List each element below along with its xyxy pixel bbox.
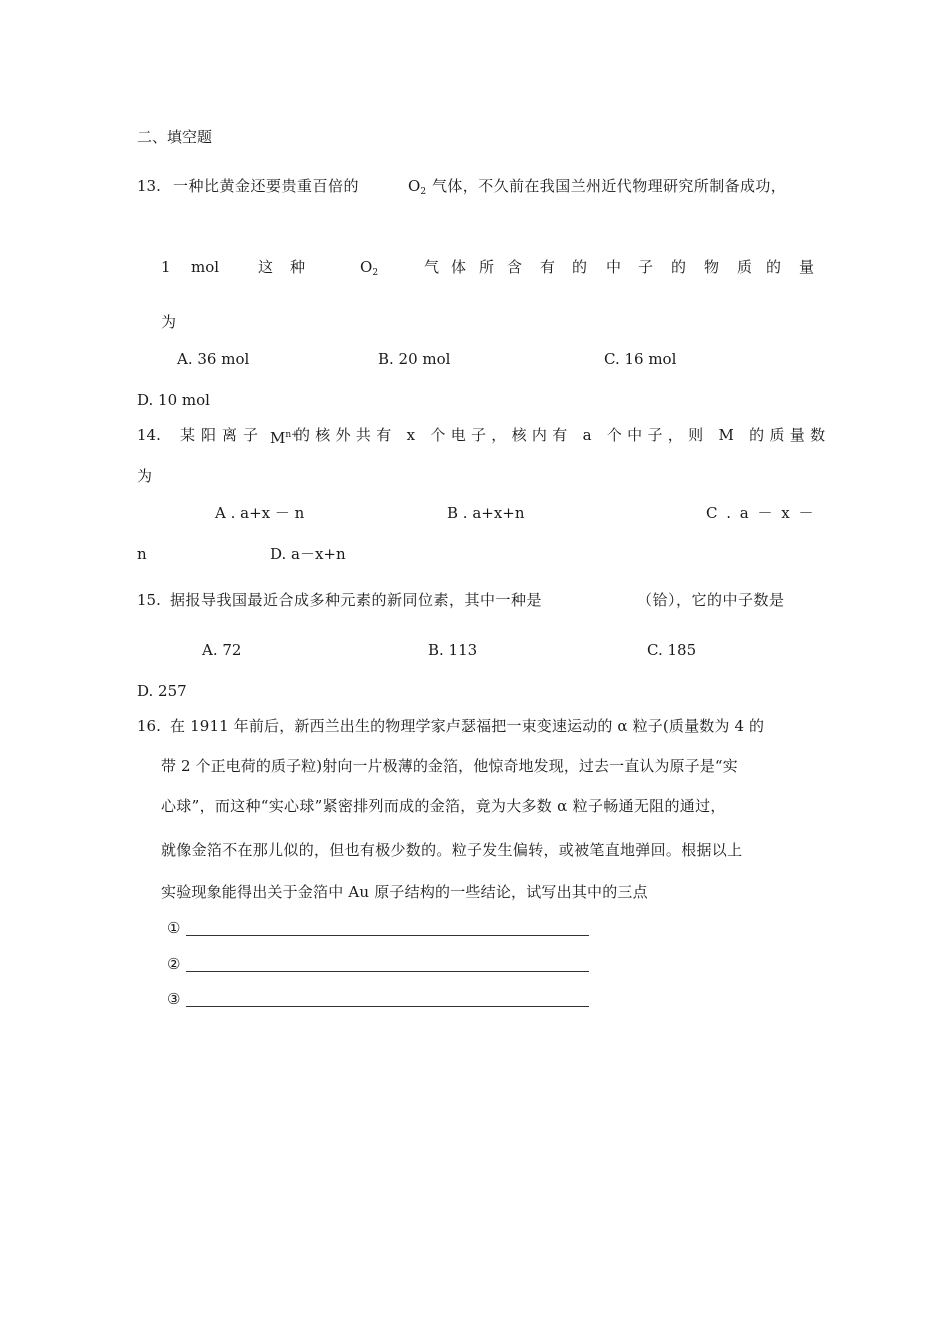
q13-option-c: C. 16 mol [604, 350, 677, 368]
q14-option-c-continued: n [137, 545, 147, 563]
q13-option-d: D. 10 mol [137, 391, 210, 409]
q13-number: 13. [137, 177, 161, 195]
q16-answer-marker: ② [167, 955, 181, 973]
q13-o2-subscript-2: 2 [372, 268, 379, 278]
q15-number: 15. [137, 591, 161, 609]
q13-line2-word: 物 [704, 258, 720, 276]
q13-line2-word: 有 [540, 258, 556, 276]
q13-line2-word: 中 [606, 258, 622, 276]
q16-number: 16. [137, 717, 161, 735]
q16-answer-blank-1[interactable] [186, 935, 589, 936]
q13-line2-word: mol [191, 258, 220, 276]
q13-o2-formula-2 [360, 257, 378, 283]
q13-line3: 为 [161, 313, 177, 331]
q16-line2: 带 2 个正电荷的质子粒)射向一片极薄的金箔，他惊奇地发现，过去一直认为原子是“实 [161, 757, 738, 775]
q14-text-part1: 某阳离子 [180, 426, 265, 444]
q13-text-part1: 一种比黄金还要贵重百倍的 [173, 177, 360, 195]
q13-line2-word: O [360, 258, 373, 276]
q13-option-b: B. 20 mol [378, 350, 451, 368]
q13-line2-word: 种 [290, 258, 306, 276]
q13-line2-word: 的 [572, 258, 588, 276]
q15-text-part1: 据报导我国最近合成多种元素的新同位素，其中一种是 [170, 591, 543, 609]
q13-line2-word: 含 [507, 258, 523, 276]
q15-option-d: D. 257 [137, 682, 187, 700]
q14-option-b: B . a+x+n [447, 504, 525, 522]
q14-option-d: D. a－x+n [270, 545, 346, 563]
q15-text-part2: （铪），它的中子数是 [637, 591, 785, 609]
q15-option-a: A. 72 [202, 641, 242, 659]
q14-option-c: C . a － x － [706, 504, 816, 522]
section-title: 二、填空题 [137, 128, 213, 146]
q14-ion-symbol: M [270, 429, 286, 447]
q16-line5: 实验现象能得出关于金箔中 Au 原子结构的一些结论，试写出其中的三点 [161, 883, 648, 901]
q13-line2-word: 这 [258, 258, 274, 276]
q13-line2-word: 所 [479, 258, 495, 276]
q13-o2-formula [408, 176, 426, 202]
q13-o2-symbol: O [408, 177, 421, 195]
q16-line1: 在 1911 年前后，新西兰出生的物理学家卢瑟福把一束变速运动的 α 粒子(质量数为 4 的 [170, 717, 765, 735]
q13-line2-word: 体 [451, 258, 467, 276]
q14-text-part2: 的核外共有 x 个电子，核内有 a 个中子，则 M 的质量数 [295, 426, 831, 444]
q13-text-part2: 气体，不久前在我国兰州近代物理研究所制备成功， [432, 177, 787, 195]
q16-line3: 心球”，而这种“实心球”紧密排列而成的金箔，竟为大多数 α 粒子畅通无阻的通过， [161, 797, 726, 815]
q16-answer-blank-2[interactable] [186, 971, 589, 972]
q15-option-b: B. 113 [428, 641, 478, 659]
q14-number: 14. [137, 426, 161, 444]
q16-answer-marker: ③ [167, 990, 181, 1008]
q16-answer-marker: ① [167, 919, 181, 937]
q14-line2: 为 [137, 467, 153, 485]
q13-line2-word: 量 [799, 258, 815, 276]
q14-ion-charge: n+ [285, 430, 299, 440]
q13-line2-word: 气 [424, 258, 440, 276]
q13-option-a: A. 36 mol [177, 350, 250, 368]
q16-answer-blank-3[interactable] [186, 1006, 589, 1007]
q13-line2-word: 质 [737, 258, 753, 276]
q14-option-a: A . a+x － n [215, 504, 305, 522]
q13-line2-word: 1 [161, 258, 171, 276]
q13-line2-word: 的 [671, 258, 687, 276]
q13-o2-subscript: 2 [420, 187, 427, 197]
q13-line2-word: 的 [766, 258, 782, 276]
q13-line2-word: 子 [638, 258, 654, 276]
q15-option-c: C. 185 [647, 641, 697, 659]
q16-line4: 就像金箔不在那儿似的，但也有极少数的。粒子发生偏转，或被笔直地弹回。根据以上 [161, 841, 743, 859]
